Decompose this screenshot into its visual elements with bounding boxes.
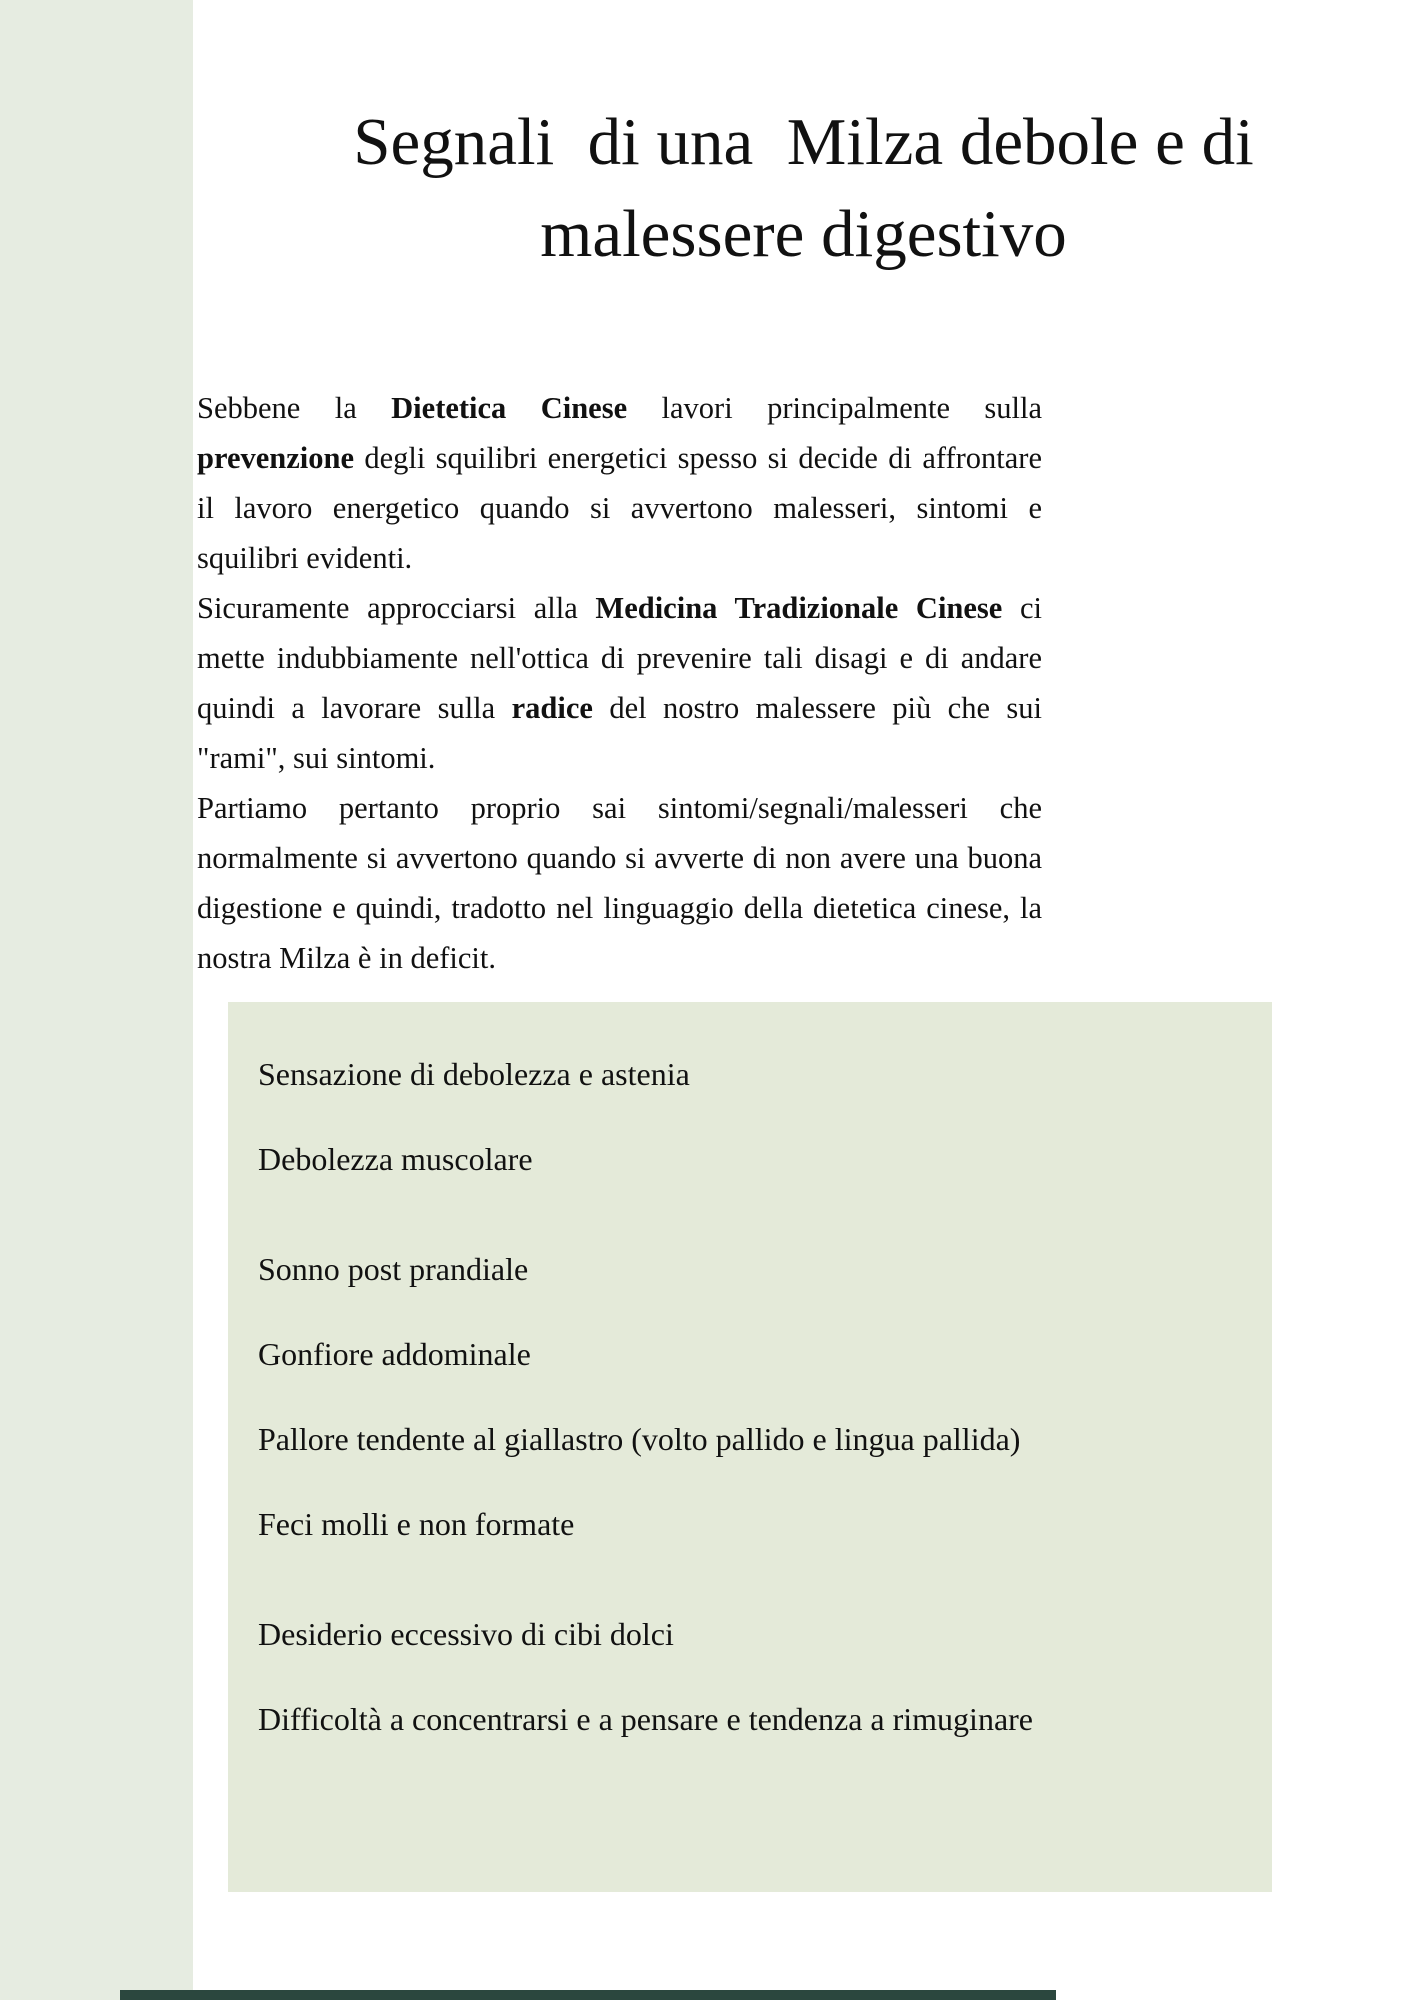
paragraph <box>197 783 1042 983</box>
paragraph <box>197 383 1042 583</box>
symptom-item: Sensazione di debolezza e astenia <box>258 1056 690 1092</box>
symptom-item: Desiderio eccessivo di cibi dolci <box>258 1616 674 1652</box>
symptom-item: Debolezza muscolare <box>258 1141 533 1177</box>
symptom-list-box <box>228 1002 1272 1892</box>
intro-paragraphs <box>197 383 1042 983</box>
paragraph-bold-segment: Medicina Tradizionale Cinese <box>595 591 1003 625</box>
page-title-line1: Segnali di una Milza debole e di <box>353 105 1254 179</box>
paragraph-segment: ci mette indubbiamente nell'ottica di prevenire tali disagi e di andare quindi a lavorare sulla <box>197 591 1042 725</box>
symptom-item: Gonfiore addominale <box>258 1336 531 1372</box>
symptom-item: Pallore tendente al giallastro (volto pallido e lingua pallida) <box>258 1421 1021 1457</box>
paragraph-segment: degli squilibri energetici spesso si decide di affrontare il lavoro energetico quando si avvertono malesseri, sintomi e squilibri evidenti. <box>197 441 1042 575</box>
paragraph <box>197 583 1042 783</box>
paragraph-segment: lavori principalmente sulla <box>627 391 1043 425</box>
symptom-item: Difficoltà a concentrarsi e a pensare e tendenza a rimuginare <box>258 1701 1033 1737</box>
paragraph-segment: Sebbene la <box>197 391 392 425</box>
next-section-top-bar <box>120 1990 1056 2000</box>
paragraph-segment: Sicuramente approcciarsi alla <box>197 591 596 625</box>
page-title-line2: malessere digestivo <box>540 197 1067 272</box>
paragraph-bold-segment: radice <box>511 691 593 725</box>
paragraph-bold-segment: prevenzione <box>197 441 354 475</box>
page-title <box>193 96 1414 281</box>
paragraph-bold-segment: Dietetica Cinese <box>391 391 628 425</box>
left-margin-strip <box>0 0 193 2000</box>
symptom-item: Sonno post prandiale <box>258 1251 529 1287</box>
paragraph-segment: del nostro malessere più che sui "rami", sui sintomi. <box>197 691 1042 775</box>
symptom-item: Feci molli e non formate <box>258 1506 575 1542</box>
paragraph-segment: Partiamo pertanto proprio sai sintomi/segnali/malesseri che normalmente si avvertono quando si avverte di non avere una buona digestione e quindi, tradotto nel linguaggio della dietetica cinese, la nostra Milza è in deficit. <box>197 791 1042 975</box>
